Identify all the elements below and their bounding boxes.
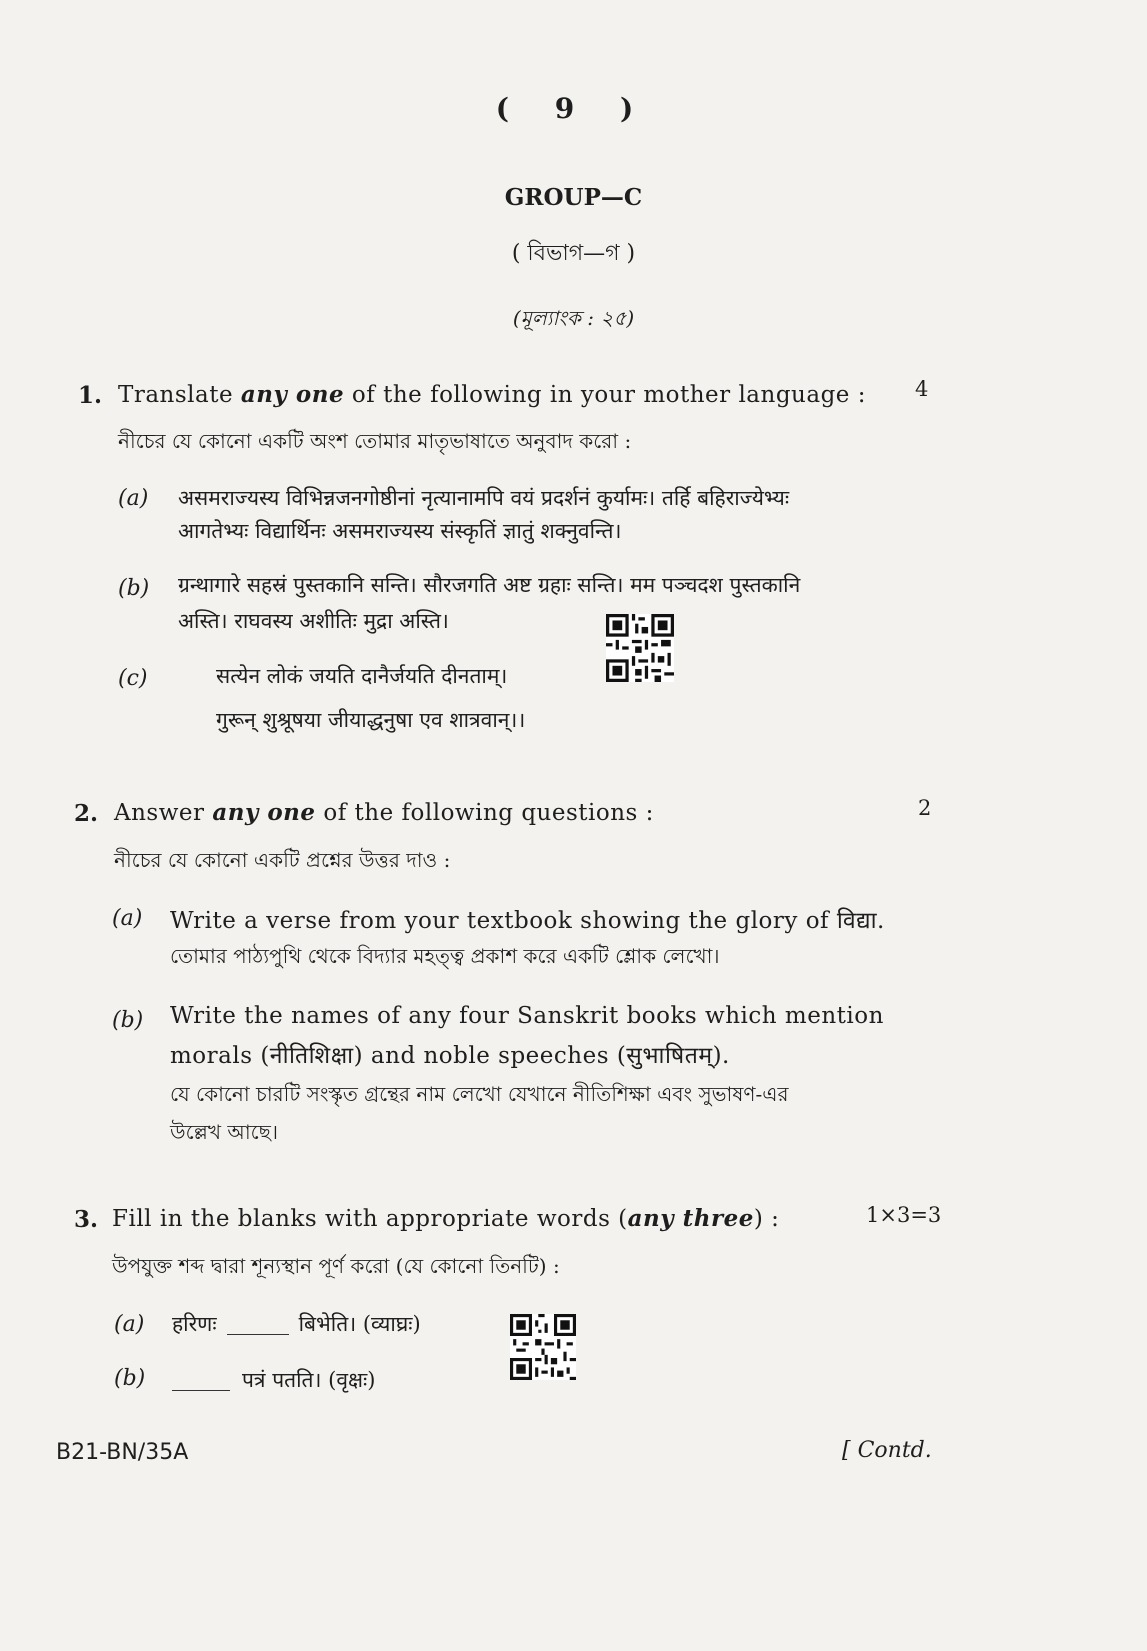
paper-code: B21-BN/35A [56, 1440, 189, 1465]
question-1-number: 1. [78, 382, 103, 409]
q1-part-b-line1: ग्रन्थागारे सहस्रं पुस्तकानि सन्ति। सौरजगति अष्ट ग्रहाः सन्ति। मम पञ्चदश पुस्तकानि [178, 573, 801, 597]
question-1-text: Translate any one of the following in your mother language : [118, 381, 866, 408]
q3-part-a-label: (a) [114, 1312, 145, 1337]
q2-part-a-english: Write a verse from your textbook showing the glory of विद्या. [170, 908, 885, 934]
group-marks-bengali: (মূল্যাংক : ২৫) [512, 306, 635, 330]
fill-blank [172, 1390, 230, 1391]
question-2-text: Answer any one of the following questions : [114, 799, 654, 826]
q2-part-b-bengali-line1: যে কোনো চারটি সংস্কৃত গ্রন্থের নাম লেখো যেখানে নীতিশিক্ষা এবং সুভাষণ-এর [170, 1082, 789, 1106]
qr-code-icon [606, 614, 674, 682]
q1-part-c-line1: सत्येन लोकं जयति दानैर्जयति दीनताम्। [216, 664, 508, 688]
fill-blank [227, 1334, 289, 1335]
question-3-text: Fill in the blanks with appropriate words (any three) : [112, 1205, 780, 1232]
q1-part-b-line2: अस्ति। राघवस्य अशीतिः मुद्रा अस्ति। [178, 609, 449, 633]
group-title-bengali: ( বিভাগ—গ ) [511, 241, 636, 266]
q1-part-c-label: (c) [118, 666, 148, 691]
page-number: ( 9 ) [495, 92, 652, 125]
question-3-marks: 1×3=3 [866, 1203, 942, 1227]
question-2-marks: 2 [918, 796, 932, 820]
q1-part-a-label: (a) [118, 486, 149, 511]
question-1-marks: 4 [915, 377, 929, 401]
question-3-bengali: উপযুক্ত শব্দ দ্বারা শূন্যস্থান পূর্ণ করো (যে কোনো তিনটি) : [112, 1254, 560, 1278]
q2-part-a-bengali: তোমার পাঠ্যপুথি থেকে বিদ্যার মহত্ত্ব প্রকাশ করে একটি শ্লোক লেখো। [170, 944, 720, 968]
qr-code-icon [510, 1314, 576, 1380]
q1-part-c-line2: गुरून् शुश्रूषया जीयाद्धनुषा एव शात्रवान्।। [216, 708, 526, 732]
q2-part-b-english-line1: Write the names of any four Sanskrit books which mention [170, 1003, 884, 1029]
question-3-number: 3. [74, 1206, 99, 1233]
q2-part-b-english-line2: morals (नीतिशिक्षा) and noble speeches (सुभाषितम्). [170, 1043, 730, 1069]
q2-part-a-label: (a) [112, 906, 143, 931]
q2-part-b-bengali-line2: উল্লেখ আছে। [170, 1120, 278, 1144]
q3-part-b-label: (b) [114, 1366, 146, 1391]
q2-part-b-label: (b) [112, 1008, 144, 1033]
question-2-bengali: নীচের যে কোনো একটি প্রশ্নের উত্তর দাও : [114, 848, 451, 872]
q3-part-b-sentence: पत्रं पतति। (वृक्षः) [160, 1366, 376, 1394]
q1-part-a-line2: आगतेभ्यः विद्यार्थिनः असमराज्यस्य संस्कृतिं ज्ञातुं शक्नुवन्ति। [178, 519, 622, 543]
group-title: GROUP—C [504, 184, 643, 211]
q1-part-b-label: (b) [118, 576, 150, 601]
continued-label: [ Contd. [842, 1438, 932, 1463]
q1-part-a-line1: असमराज्यस्य विभिन्नजनगोष्ठीनां नृत्यानामपि वयं प्रदर्शनं कुर्यामः। तर्हि बहिराज्येभ्यः [178, 486, 790, 510]
question-2-number: 2. [74, 800, 99, 827]
q3-part-a-sentence: हरिणः बिभेति। (व्याघ्रः) [172, 1312, 421, 1336]
question-1-bengali: নীচের যে কোনো একটি অংশ তোমার মাতৃভাষাতে অনুবাদ করো : [118, 429, 632, 453]
